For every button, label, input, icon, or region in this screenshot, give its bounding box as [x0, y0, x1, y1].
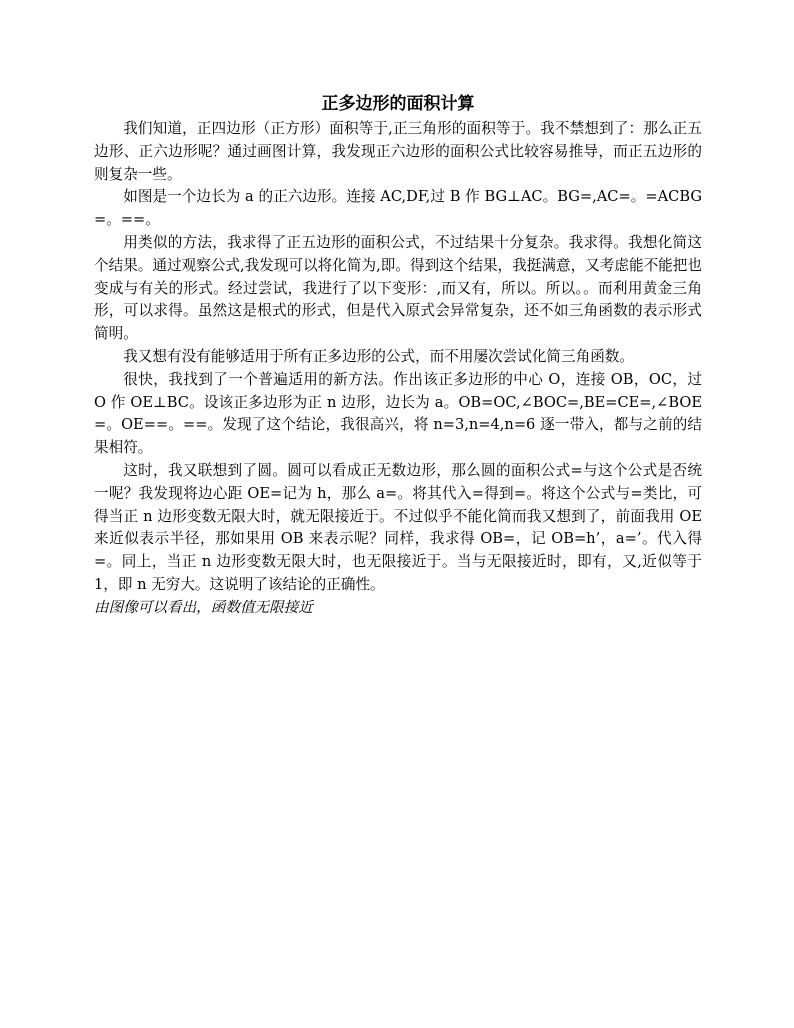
paragraph-circle: 这时，我又联想到了圆。圆可以看成正无数边形，那么圆的面积公式=与这个公式是否统一呢？我发现将边心距 OE=记为 h，那么 a=。将其代入=得到=。将这个公式与=类比，可得当正 n 边形变数无限大时，就无限接近于。不过似乎不能化简而我又想到了，前面我用 OE 来近似表示半径，那如果用 OB 来表示呢？同样，我求得 OB=，记 OB=h’，a=’。代入得=。同上，当正 n 边形变数无限大时，也无限接近于。当与无限接近时，即有，又,近似等于 1，即 n 无穷大。这说明了该结论的正确性。 — [94, 461, 702, 593]
paragraph-hexagon: 如图是一个边长为 a 的正六边形。连接 AC,DF,过 B 作 BG⊥AC。BG=,AC=。=ACBG=。==。 — [94, 188, 702, 229]
paragraph-intro: 我们知道，正四边形（正方形）面积等于,正三角形的面积等于。我不禁想到了：那么正五边形、正六边形呢？通过画图计算，我发现正六边形的面积公式比较容易推导，而正五边形的则复杂一些。 — [94, 120, 702, 183]
paragraph-general-question: 我又想有没有能够适用于所有正多边形的公式，而不用屡次尝试化简三角函数。 — [123, 347, 634, 365]
paragraph-pentagon: 用类似的方法，我求得了正五边形的面积公式，不过结果十分复杂。我求得。我想化简这个结果。通过观察公式,我发现可以将化简为,即。得到这个结果，我挺满意，又考虑能不能把也变成与有关的形式。经过尝试，我进行了以下变形：,而又有，所以。所以。。而利用黄金三角形，可以求得。虽然这是根式的形式，但是代入原式会异常复杂，还不如三角函数的表示形式简明。 — [94, 233, 702, 343]
document-title: 正多边形的面积计算 — [321, 94, 475, 114]
document-page — [94, 92, 702, 620]
paragraph-general-method: 很快，我找到了一个普遍适用的新方法。作出该正多边形的中心 O，连接 OB，OC，过 O 作 OE⊥BC。设该正多边形为正 n 边形，边长为 a。OB=OC,∠BOC=,BE=CE=,∠BOE=。OE==。==。发现了这个结论，我很高兴，将 n=3,n=4,n=6 逐一带入，都与之前的结果相符。 — [94, 370, 702, 457]
caption-text: 由图像可以看出，函数值无限接近 — [94, 598, 313, 616]
